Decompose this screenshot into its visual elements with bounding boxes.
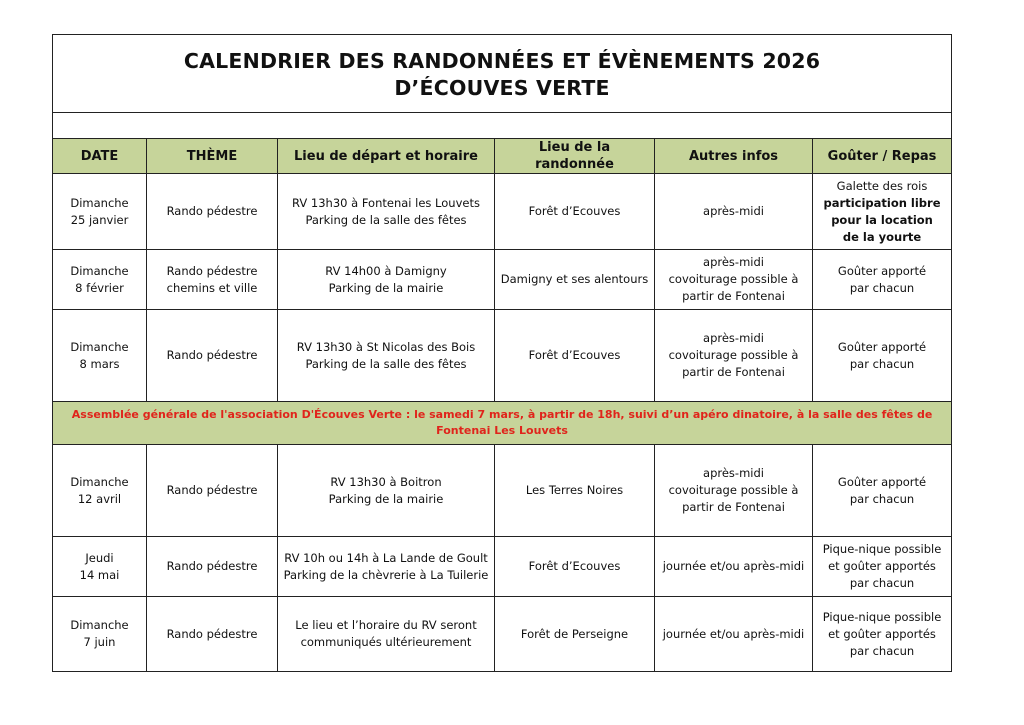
gouter-line: Pique-nique possible — [822, 609, 942, 624]
infos-cell — [655, 250, 813, 310]
gouter-line: par chacun — [849, 643, 915, 658]
date-line: 12 avril — [77, 491, 122, 506]
spacer-row — [53, 113, 952, 139]
infos-line: après-midi — [703, 466, 764, 480]
gouter_bold-line: pour la location — [831, 212, 933, 227]
infos-line: partir de Fontenai — [682, 365, 785, 379]
depart-cell — [278, 250, 495, 310]
lieu-line: Forêt d’Ecouves — [528, 204, 621, 218]
infos-cell — [655, 597, 813, 672]
theme-line: Rando pédestre — [166, 348, 258, 362]
depart-line: Parking de la salle des fêtes — [305, 212, 467, 227]
gouter_bold-line: participation libre — [823, 195, 941, 210]
infos-line: partir de Fontenai — [682, 289, 785, 303]
event-banner — [53, 402, 952, 445]
date-line: Dimanche — [70, 339, 129, 354]
event-line: Assemblée générale de l'association D'Écouves Verte : le samedi 7 mars, à partir de 18h, suivi d’un apéro dinatoire, à la salle des fêtes de — [71, 408, 933, 421]
theme-cell — [147, 445, 278, 537]
table-row — [53, 174, 952, 250]
gouter-line: Goûter apporté — [837, 474, 927, 489]
date-line: Jeudi — [85, 550, 114, 565]
theme-line: Rando pédestre — [166, 483, 258, 497]
event-line: Fontenai Les Louvets — [436, 424, 568, 437]
theme-line: Rando pédestre — [166, 626, 258, 641]
date-cell — [53, 250, 147, 310]
infos-line: journée et/ou après-midi — [662, 626, 805, 641]
lieu-line: Forêt de Perseigne — [520, 626, 629, 641]
gouter-cell — [813, 445, 952, 537]
gouter_bold-line: de la yourte — [842, 229, 922, 244]
depart-line: communiqués ultérieurement — [300, 635, 472, 649]
lieu-cell — [495, 597, 655, 672]
spacer-cell — [53, 113, 952, 139]
depart-line: Le lieu et l’horaire du RV seront — [295, 618, 477, 632]
date-line: 8 mars — [79, 356, 120, 371]
calendar-sheet — [52, 34, 951, 672]
lieu-cell — [495, 250, 655, 310]
depart-line: Parking de la salle des fêtes — [305, 356, 467, 371]
header-theme: THÈME — [147, 139, 278, 174]
theme-line: Rando pédestre — [166, 204, 258, 218]
header-gouter: Goûter / Repas — [813, 139, 952, 174]
theme-cell — [147, 537, 278, 597]
gouter-line: et goûter apportés — [828, 559, 936, 573]
theme-cell — [147, 174, 278, 250]
infos-cell — [655, 445, 813, 537]
table-row — [53, 445, 952, 537]
date-line: 14 mai — [79, 567, 120, 582]
infos-line: covoiturage possible à — [668, 348, 799, 362]
date-cell — [53, 310, 147, 402]
gouter-line: Goûter apporté — [837, 339, 927, 354]
gouter-line: par chacun — [849, 576, 915, 590]
theme-cell — [147, 597, 278, 672]
lieu-cell — [495, 174, 655, 250]
depart-line: RV 13h30 à Boitron — [330, 474, 442, 489]
date-line: 7 juin — [83, 635, 116, 649]
date-line: Dimanche — [70, 618, 129, 632]
depart-line: Parking de la mairie — [328, 491, 444, 506]
gouter-line: par chacun — [849, 356, 915, 371]
gouter-cell — [813, 310, 952, 402]
lieu-cell — [495, 310, 655, 402]
table-row — [53, 310, 952, 402]
theme-cell — [147, 310, 278, 402]
header-date: DATE — [53, 139, 147, 174]
gouter-cell — [813, 597, 952, 672]
date-cell — [53, 174, 147, 250]
gouter-line: Goûter apporté — [837, 263, 927, 278]
gouter-line: par chacun — [849, 491, 915, 506]
infos-cell — [655, 537, 813, 597]
header-row — [53, 139, 952, 174]
date-line: Dimanche — [70, 474, 129, 489]
gouter-line: Pique-nique possible — [822, 542, 942, 556]
lieu-line: Forêt d’Ecouves — [528, 559, 621, 573]
table-row — [53, 250, 952, 310]
theme-line: chemins et ville — [166, 280, 258, 295]
date-line: Dimanche — [70, 263, 129, 278]
infos-cell — [655, 310, 813, 402]
infos-line: après-midi — [703, 204, 764, 218]
lieu-cell — [495, 537, 655, 597]
date-line: 8 février — [75, 280, 124, 295]
date-line: 25 janvier — [70, 212, 129, 227]
depart-cell — [278, 174, 495, 250]
gouter-line: et goûter apportés — [828, 626, 936, 641]
title-line-1: CALENDRIER DES RANDONNÉES ET ÉVÈNEMENTS 2026 — [183, 48, 821, 73]
infos-line: covoiturage possible à — [668, 483, 799, 497]
depart-cell — [278, 445, 495, 537]
gouter-line: par chacun — [849, 280, 915, 295]
infos-line: partir de Fontenai — [682, 500, 785, 514]
date-cell — [53, 597, 147, 672]
lieu-line: Damigny et ses alentours — [500, 272, 649, 286]
table-row — [53, 537, 952, 597]
calendar-table — [52, 34, 952, 672]
event-row — [53, 402, 952, 445]
theme-line: Rando pédestre — [166, 263, 258, 278]
infos-line: journée et/ou après-midi — [662, 559, 805, 573]
infos-line: covoiturage possible à — [668, 272, 799, 286]
lieu-cell — [495, 445, 655, 537]
depart-cell — [278, 597, 495, 672]
table-row — [53, 597, 952, 672]
depart-line: RV 13h30 à St Nicolas des Bois — [296, 339, 476, 354]
infos-cell — [655, 174, 813, 250]
date-cell — [53, 445, 147, 537]
page-title — [53, 35, 952, 113]
header-lieu: Lieu de la randonnée — [495, 139, 655, 174]
lieu-line: Forêt d’Ecouves — [528, 348, 621, 362]
depart-line: RV 10h ou 14h à La Lande de Goult — [284, 550, 488, 565]
depart-line: RV 14h00 à Damigny — [325, 263, 447, 278]
depart-line: Parking de la mairie — [328, 280, 444, 295]
infos-line: après-midi — [703, 255, 764, 269]
title-line-2: D’ÉCOUVES VERTE — [394, 75, 610, 100]
gouter-cell — [813, 537, 952, 597]
lieu-line: Les Terres Noires — [525, 483, 624, 497]
date-line: Dimanche — [70, 195, 129, 210]
infos-line: après-midi — [703, 331, 764, 345]
depart-cell — [278, 310, 495, 402]
title-row — [53, 35, 952, 113]
header-depart: Lieu de départ et horaire — [278, 139, 495, 174]
theme-cell — [147, 250, 278, 310]
header-infos: Autres infos — [655, 139, 813, 174]
date-cell — [53, 537, 147, 597]
depart-line: Parking de la chèvrerie à La Tuilerie — [283, 567, 489, 582]
theme-line: Rando pédestre — [166, 559, 258, 573]
gouter-line: Galette des rois — [836, 178, 928, 193]
depart-cell — [278, 537, 495, 597]
gouter-cell — [813, 174, 952, 250]
depart-line: RV 13h30 à Fontenai les Louvets — [292, 195, 480, 210]
gouter-cell — [813, 250, 952, 310]
